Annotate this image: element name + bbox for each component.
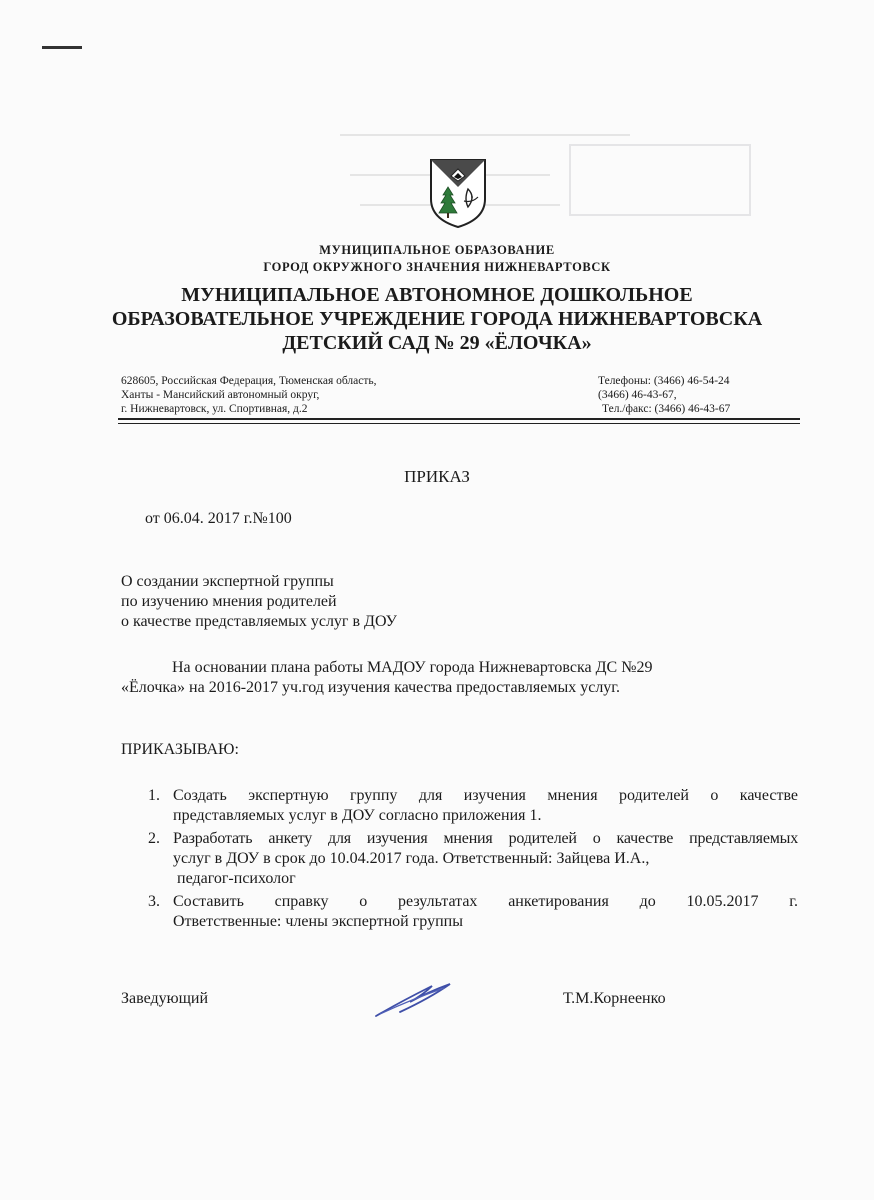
contacts-block	[598, 374, 798, 416]
basis-line: «Ёлочка» на 2016-2017 уч.год изучения качества предоставляемых услуг.	[121, 679, 621, 696]
org-name-line-1: МУНИЦИПАЛЬНОЕ АВТОНОМНОЕ ДОШКОЛЬНОЕ	[181, 284, 693, 306]
address-line: 628605, Российская Федерация, Тюменская область,	[121, 375, 377, 387]
order-word: ПРИКАЗЫВАЮ:	[121, 741, 239, 758]
list-item	[148, 829, 798, 889]
signer-name: Т.М.Корнеенко	[563, 990, 666, 1007]
address-line: Ханты - Мансийский автономный округ,	[121, 389, 320, 401]
subject-line: О создании экспертной группы	[121, 573, 334, 590]
order-items-list	[148, 786, 798, 932]
item-line: Ответственные: члены экспертной группы	[173, 913, 463, 930]
subject-line: по изучению мнения родителей	[121, 593, 337, 610]
handwritten-signature	[370, 980, 460, 1020]
scan-mark	[42, 46, 82, 49]
item-number: 3.	[148, 893, 160, 910]
address-line: г. Нижневартовск, ул. Спортивная, д.2	[121, 403, 308, 415]
header-divider-thin	[118, 423, 800, 424]
fax-line: Тел./факс: (3466) 46-43-67	[602, 403, 731, 415]
item-line: Создать экспертную группу для изучения мнения родителей о качестве	[173, 787, 798, 804]
item-line: педагог-психолог	[177, 870, 296, 887]
bleed-through-stamp	[330, 125, 810, 245]
phone-line: (3466) 46-43-67,	[598, 389, 677, 401]
item-line: представляемых услуг в ДОУ согласно приложения 1.	[173, 807, 542, 824]
org-name-line-2: ОБРАЗОВАТЕЛЬНОЕ УЧРЕЖДЕНИЕ ГОРОДА НИЖНЕВАРТОВСКА	[111, 308, 763, 330]
municipality-line: МУНИЦИПАЛЬНОЕ ОБРАЗОВАНИЕ	[319, 243, 555, 257]
city-line: ГОРОД ОКРУЖНОГО ЗНАЧЕНИЯ НИЖНЕВАРТОВСК	[263, 260, 611, 274]
signer-position: Заведующий	[121, 990, 209, 1007]
list-item	[148, 892, 798, 932]
coat-of-arms-icon	[428, 157, 488, 229]
order-date-number: от 06.04. 2017 г.№100	[145, 510, 292, 527]
phone-line: Телефоны: (3466) 46-54-24	[598, 375, 730, 387]
document-title: ПРИКАЗ	[404, 467, 470, 486]
list-item	[148, 786, 798, 826]
item-line: услуг в ДОУ в срок до 10.04.2017 года. Ответственный: Зайцева И.А.,	[173, 850, 650, 867]
order-basis	[121, 658, 801, 698]
basis-line: На основании плана работы МАДОУ города Нижневартовска ДС №29	[172, 659, 653, 676]
address-block	[121, 374, 377, 416]
item-line: Разработать анкету для изучения мнения родителей о качестве представляемых	[173, 830, 798, 847]
item-number: 1.	[148, 787, 160, 804]
item-line: Составить справку о результатах анкетирования до 10.05.2017 г.	[173, 893, 798, 910]
subject-line: о качестве представляемых услуг в ДОУ	[121, 613, 397, 630]
item-number: 2.	[148, 830, 160, 847]
org-name-line-3: ДЕТСКИЙ САД № 29 «ЁЛОЧКА»	[282, 332, 592, 354]
order-subject	[121, 572, 397, 632]
header-divider-thick	[118, 418, 800, 420]
